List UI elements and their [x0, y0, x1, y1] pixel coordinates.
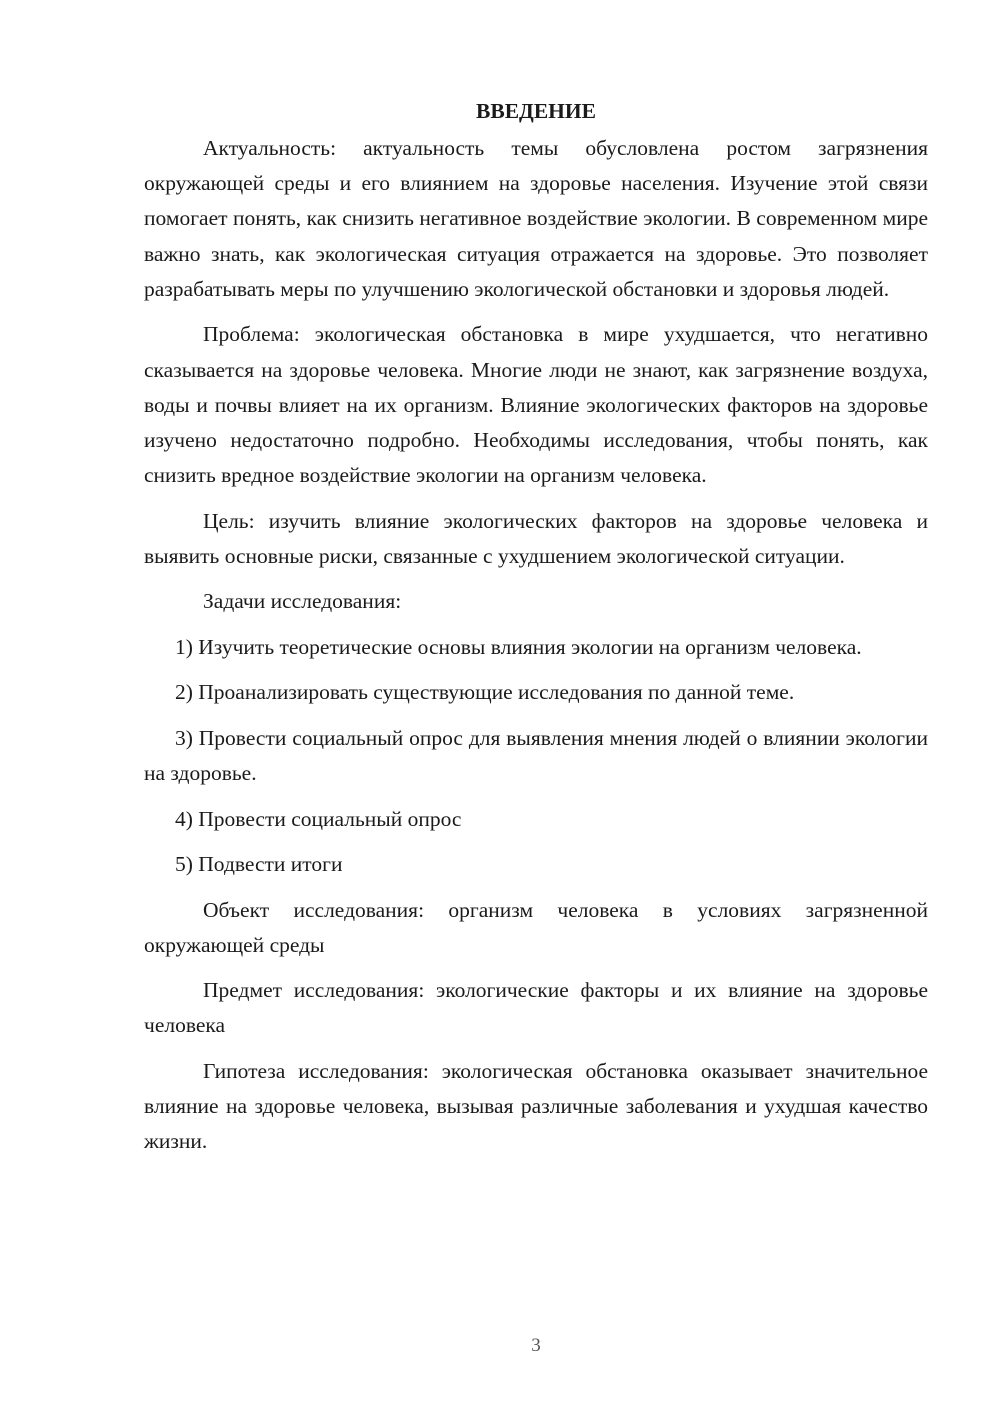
paragraph-hypothesis: Гипотеза исследования: экологическая обстановка оказывает значительное влияние на здоровье человека, вызывая различные заболевания и ухудшая качество жизни.: [144, 1058, 928, 1154]
task-item-3: 3) Провести социальный опрос для выявления мнения людей о влиянии экологии на здоровье.: [144, 725, 928, 786]
task-item-1: 1) Изучить теоретические основы влияния экологии на организм человека.: [175, 634, 862, 659]
page-title: ВВЕДЕНИЕ: [476, 99, 596, 123]
paragraph-object: Объект исследования: организм человека в условиях загрязненной окружающей среды: [144, 897, 928, 957]
task-item-5: 5) Подвести итоги: [175, 852, 343, 877]
paragraph-tasks-heading: Задачи исследования:: [203, 589, 402, 614]
paragraph-subject: Предмет исследования: экологические факторы и их влияние на здоровье человека: [144, 978, 928, 1038]
paragraph-relevance: Актуальность: актуальность темы обусловлена ростом загрязнения окружающей среды и его влиянием на здоровье населения. Изучение этой связи помогает понять, как снизить негативное воздействие экологии. В современном мире важно знать, как экологическая ситуация отражается на здоровье. Это позволяет разрабатывать меры по улучшению экологической обстановки и здоровья людей.: [144, 136, 928, 301]
paragraph-problem: Проблема: экологическая обстановка в мире ухудшается, что негативно сказывается на здоровье человека. Многие люди не знают, как загрязнение воздуха, воды и почвы влияет на их организм. Влияние экологических факторов на здоровье изучено недостаточно подробно. Необходимы исследования, чтобы понять, как снизить вредное воздействие экологии на организм человека.: [144, 322, 928, 488]
page-number: 3: [531, 1335, 541, 1356]
task-item-4: 4) Провести социальный опрос: [175, 806, 462, 831]
task-item-2: 2) Проанализировать существующие исследования по данной теме.: [175, 680, 795, 705]
paragraph-goal: Цель: изучить влияние экологических факторов на здоровье человека и выявить основные риски, связанные с ухудшением экологической ситуации.: [144, 508, 928, 568]
document-body: [144, 94, 928, 1160]
